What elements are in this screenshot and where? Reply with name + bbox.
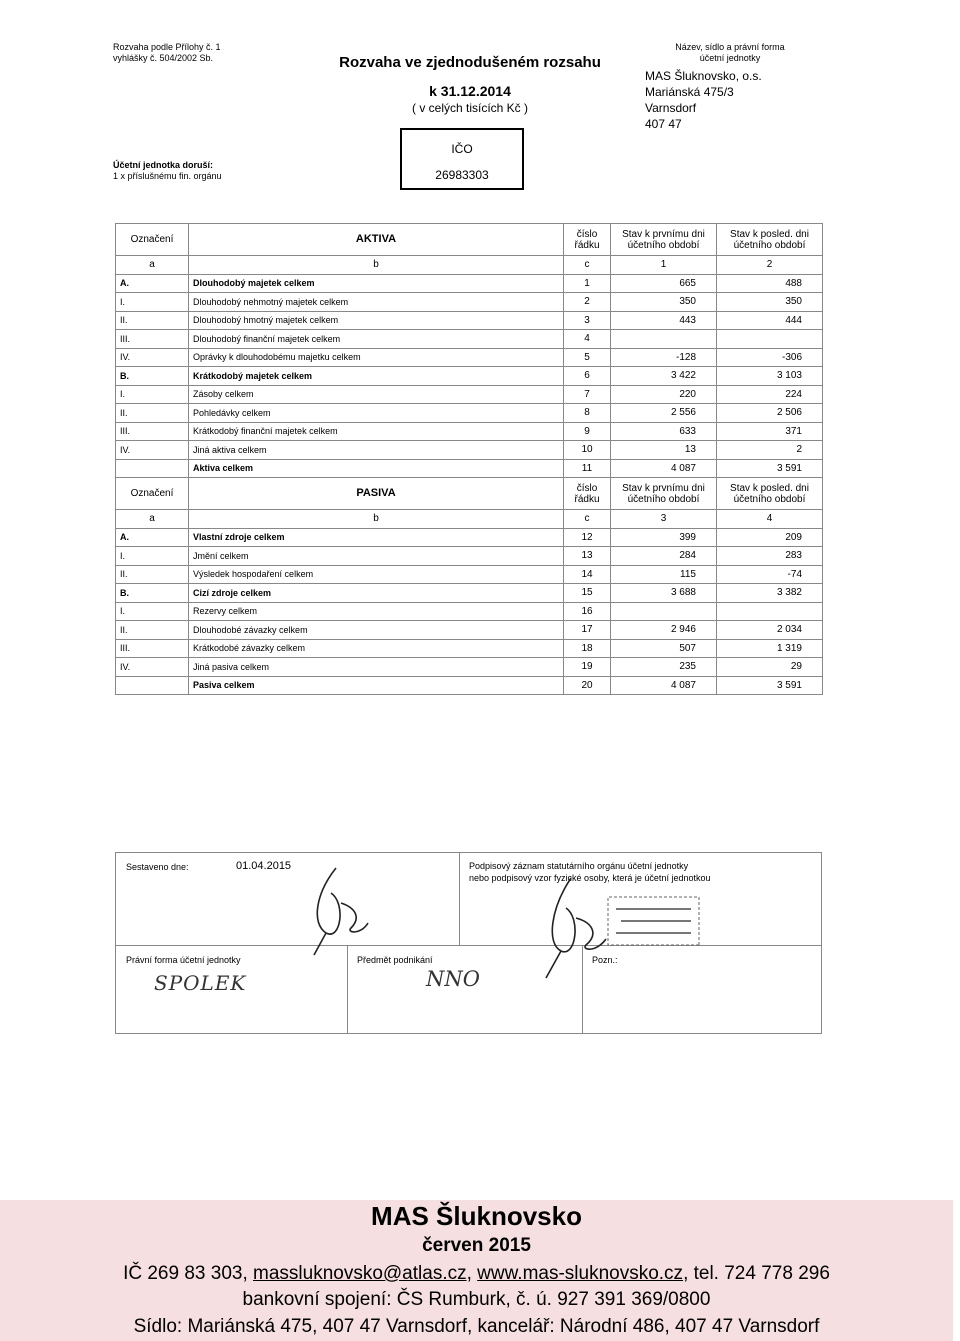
pasiva-sub-3: 3 (611, 510, 717, 529)
row-mark (116, 459, 189, 478)
row-number: 20 (564, 676, 611, 695)
pasiva-sub-4: 4 (717, 510, 823, 529)
row-label: Dlouhodobý finanční majetek celkem (189, 330, 564, 349)
pasiva-col-title: PASIVA (189, 478, 564, 510)
org-name: MAS Šluknovsko, o.s. (645, 69, 762, 83)
row-mark: III. (116, 639, 189, 658)
row-number: 15 (564, 584, 611, 603)
ico-value: 26983303 (435, 168, 489, 182)
footer-ic: IČ 269 83 303, (123, 1263, 254, 1284)
value-last-day: -74 (717, 565, 823, 584)
compiled-date: 01.04.2015 (236, 860, 292, 872)
aktiva-row (116, 274, 823, 293)
pasiva-row (116, 676, 823, 695)
value-last-day: 2 (717, 441, 823, 460)
footer-seat: Sídlo: Mariánská 475, 407 47 Varnsdorf, kancelář: Národní 486, 407 47 Varnsdorf (133, 1316, 820, 1337)
pasiva-row (116, 547, 823, 566)
value-first-day: 2 946 (611, 621, 717, 640)
row-number: 17 (564, 621, 611, 640)
balance-table (115, 223, 823, 695)
value-last-day: 350 (717, 293, 823, 312)
organization-address (645, 68, 815, 132)
value-first-day: 13 (611, 441, 717, 460)
row-mark: I. (116, 385, 189, 404)
value-last-day: 1 319 (717, 639, 823, 658)
row-label: Aktiva celkem (189, 459, 564, 478)
value-last-day: 3 382 (717, 584, 823, 603)
aktiva-col-mark: Označení (116, 224, 189, 256)
row-label: Krátkodobý finanční majetek celkem (189, 422, 564, 441)
aktiva-row (116, 367, 823, 386)
aktiva-sub-b: b (189, 256, 564, 275)
currency-note: ( v celých tisících Kč ) (411, 101, 529, 115)
value-first-day: 115 (611, 565, 717, 584)
row-mark: A. (116, 528, 189, 547)
pasiva-sub-a: a (116, 510, 189, 529)
value-first-day (611, 330, 717, 349)
row-number: 5 (564, 348, 611, 367)
aktiva-col-title: AKTIVA (189, 224, 564, 256)
value-last-day: 488 (717, 274, 823, 293)
aktiva-row (116, 293, 823, 312)
pasiva-row (116, 528, 823, 547)
stamp (606, 895, 701, 947)
value-last-day: 209 (717, 528, 823, 547)
aktiva-col-row: číslo řádku (564, 224, 611, 256)
document-title: Rozvaha ve zjednodušeném rozsahu (339, 54, 601, 71)
value-last-day: 2 506 (717, 404, 823, 423)
row-number: 13 (564, 547, 611, 566)
value-first-day: 2 556 (611, 404, 717, 423)
pasiva-col-last: Stav k posled. dni účetního období (717, 478, 823, 510)
row-number: 4 (564, 330, 611, 349)
signature-scribble-left (306, 863, 376, 958)
value-first-day (611, 602, 717, 621)
value-first-day: -128 (611, 348, 717, 367)
value-last-day: 283 (717, 547, 823, 566)
row-mark: IV. (116, 441, 189, 460)
row-number: 2 (564, 293, 611, 312)
value-last-day: 29 (717, 658, 823, 677)
row-mark: I. (116, 293, 189, 312)
divider (347, 945, 348, 1033)
pasiva-section (116, 478, 823, 695)
footer-tel: , tel. 724 778 296 (683, 1263, 830, 1284)
row-number: 11 (564, 459, 611, 478)
row-mark: II. (116, 404, 189, 423)
value-last-day: 3 103 (717, 367, 823, 386)
legal-line-2: vyhlášky č. 504/2002 Sb. (113, 53, 214, 63)
pasiva-row (116, 565, 823, 584)
aktiva-row (116, 404, 823, 423)
value-last-day (717, 602, 823, 621)
row-number: 8 (564, 404, 611, 423)
activity-label: Předmět podnikání (357, 955, 433, 965)
value-first-day: 284 (611, 547, 717, 566)
aktiva-row (116, 348, 823, 367)
footer-contacts (0, 1263, 953, 1285)
value-first-day: 350 (611, 293, 717, 312)
row-number: 16 (564, 602, 611, 621)
footer (0, 1200, 953, 1341)
row-mark: III. (116, 330, 189, 349)
row-label: Rezervy celkem (189, 602, 564, 621)
row-number: 18 (564, 639, 611, 658)
org-city: Varnsdorf (645, 101, 697, 115)
aktiva-sub-c: c (564, 256, 611, 275)
aktiva-subheader-row (116, 256, 823, 275)
row-number: 7 (564, 385, 611, 404)
row-mark: I. (116, 602, 189, 621)
value-first-day: 4 087 (611, 459, 717, 478)
aktiva-row (116, 441, 823, 460)
activity-value: NNO (426, 967, 480, 991)
divider (116, 945, 821, 946)
pasiva-header-row (116, 478, 823, 510)
aktiva-col-first: Stav k prvnímu dni účetního období (611, 224, 717, 256)
legal-line-1: Rozvaha podle Přílohy č. 1 (113, 42, 221, 52)
row-label: Pohledávky celkem (189, 404, 564, 423)
value-last-day: 2 034 (717, 621, 823, 640)
pasiva-row (116, 639, 823, 658)
value-first-day: 507 (611, 639, 717, 658)
compiled-label: Sestaveno dne: (126, 862, 189, 872)
name-heading-line-1: Název, sídlo a právní forma (675, 42, 785, 52)
row-label: Oprávky k dlouhodobému majetku celkem (189, 348, 564, 367)
value-first-day: 3 422 (611, 367, 717, 386)
delivery-line-1: Účetní jednotka doruší: (113, 160, 214, 170)
row-label: Zásoby celkem (189, 385, 564, 404)
value-first-day: 4 087 (611, 676, 717, 695)
pasiva-row (116, 658, 823, 677)
row-label: Dlouhodobý majetek celkem (189, 274, 564, 293)
row-label: Dlouhodobý nehmotný majetek celkem (189, 293, 564, 312)
row-label: Dlouhodobé závazky celkem (189, 621, 564, 640)
value-last-day: 224 (717, 385, 823, 404)
name-heading-line-2: účetní jednotky (699, 53, 761, 63)
row-mark: B. (116, 367, 189, 386)
aktiva-header-row (116, 224, 823, 256)
row-number: 14 (564, 565, 611, 584)
record-text-2: nebo podpisový vzor fyzické osoby, která je účetní jednotkou (469, 873, 711, 883)
pasiva-col-mark: Označení (116, 478, 189, 510)
aktiva-row (116, 330, 823, 349)
row-number: 12 (564, 528, 611, 547)
legal-form-label: Právní forma účetní jednotky (126, 955, 241, 965)
value-first-day: 399 (611, 528, 717, 547)
value-first-day: 665 (611, 274, 717, 293)
value-last-day: 3 591 (717, 676, 823, 695)
row-mark: III. (116, 422, 189, 441)
value-last-day: 444 (717, 311, 823, 330)
divider (459, 853, 460, 945)
signature-block (115, 852, 822, 1034)
aktiva-row (116, 422, 823, 441)
org-street: Mariánská 475/3 (645, 85, 734, 99)
note-label: Pozn.: (592, 955, 618, 965)
footer-web-link[interactable]: www.mas-sluknovsko.cz (477, 1263, 684, 1284)
row-label: Jmění celkem (189, 547, 564, 566)
value-last-day: 371 (717, 422, 823, 441)
row-label: Jiná pasiva celkem (189, 658, 564, 677)
value-last-day (717, 330, 823, 349)
row-label: Krátkodobý majetek celkem (189, 367, 564, 386)
ico-box (400, 128, 524, 190)
value-last-day: 3 591 (717, 459, 823, 478)
row-number: 6 (564, 367, 611, 386)
value-first-day: 443 (611, 311, 717, 330)
value-first-day: 220 (611, 385, 717, 404)
pasiva-row (116, 621, 823, 640)
document-date: k 31.12.2014 (429, 83, 511, 99)
footer-org: MAS Šluknovsko (371, 1201, 582, 1231)
footer-email-link[interactable]: massluknovsko@atlas.cz (253, 1263, 467, 1284)
row-mark (116, 676, 189, 695)
aktiva-row (116, 459, 823, 478)
signature-scribble-right (536, 873, 616, 983)
row-number: 19 (564, 658, 611, 677)
value-last-day: -306 (717, 348, 823, 367)
row-mark: IV. (116, 658, 189, 677)
pasiva-row (116, 584, 823, 603)
aktiva-row (116, 385, 823, 404)
pasiva-col-first: Stav k prvnímu dni účetního období (611, 478, 717, 510)
row-mark: A. (116, 274, 189, 293)
value-first-day: 633 (611, 422, 717, 441)
row-label: Vlastní zdroje celkem (189, 528, 564, 547)
footer-month: červen 2015 (422, 1235, 531, 1256)
record-text-1: Podpisový záznam statutárního orgánu účetní jednotky (469, 861, 689, 871)
aktiva-sub-a: a (116, 256, 189, 275)
row-number: 3 (564, 311, 611, 330)
delivery-line-2: 1 x příslušnému fin. orgánu (113, 171, 222, 181)
row-label: Cizí zdroje celkem (189, 584, 564, 603)
row-mark: B. (116, 584, 189, 603)
ico-label: IČO (451, 142, 473, 156)
row-mark: I. (116, 547, 189, 566)
row-label: Pasiva celkem (189, 676, 564, 695)
row-number: 9 (564, 422, 611, 441)
legal-form-value: SPOLEK (154, 971, 247, 995)
row-label: Výsledek hospodaření celkem (189, 565, 564, 584)
aktiva-row (116, 311, 823, 330)
pasiva-sub-b: b (189, 510, 564, 529)
footer-sep: , (466, 1263, 478, 1284)
aktiva-section (116, 224, 823, 478)
pasiva-sub-c: c (564, 510, 611, 529)
delivery-note (113, 160, 263, 182)
footer-bank: bankovní spojení: ČS Rumburk, č. ú. 927 391 369/0800 (242, 1289, 711, 1310)
row-mark: II. (116, 621, 189, 640)
aktiva-col-last: Stav k posled. dni účetního období (717, 224, 823, 256)
row-number: 1 (564, 274, 611, 293)
row-mark: II. (116, 565, 189, 584)
row-label: Jiná aktiva celkem (189, 441, 564, 460)
pasiva-subheader-row (116, 510, 823, 529)
aktiva-sub-1: 1 (611, 256, 717, 275)
row-number: 10 (564, 441, 611, 460)
name-heading (645, 42, 815, 64)
row-label: Dlouhodobý hmotný majetek celkem (189, 311, 564, 330)
stamp-mark (606, 895, 701, 947)
org-zip: 407 47 (645, 117, 682, 131)
row-mark: II. (116, 311, 189, 330)
value-first-day: 235 (611, 658, 717, 677)
aktiva-sub-2: 2 (717, 256, 823, 275)
value-first-day: 3 688 (611, 584, 717, 603)
row-mark: IV. (116, 348, 189, 367)
legal-reference (113, 42, 253, 64)
pasiva-row (116, 602, 823, 621)
row-label: Krátkodobé závazky celkem (189, 639, 564, 658)
pasiva-col-row: číslo řádku (564, 478, 611, 510)
